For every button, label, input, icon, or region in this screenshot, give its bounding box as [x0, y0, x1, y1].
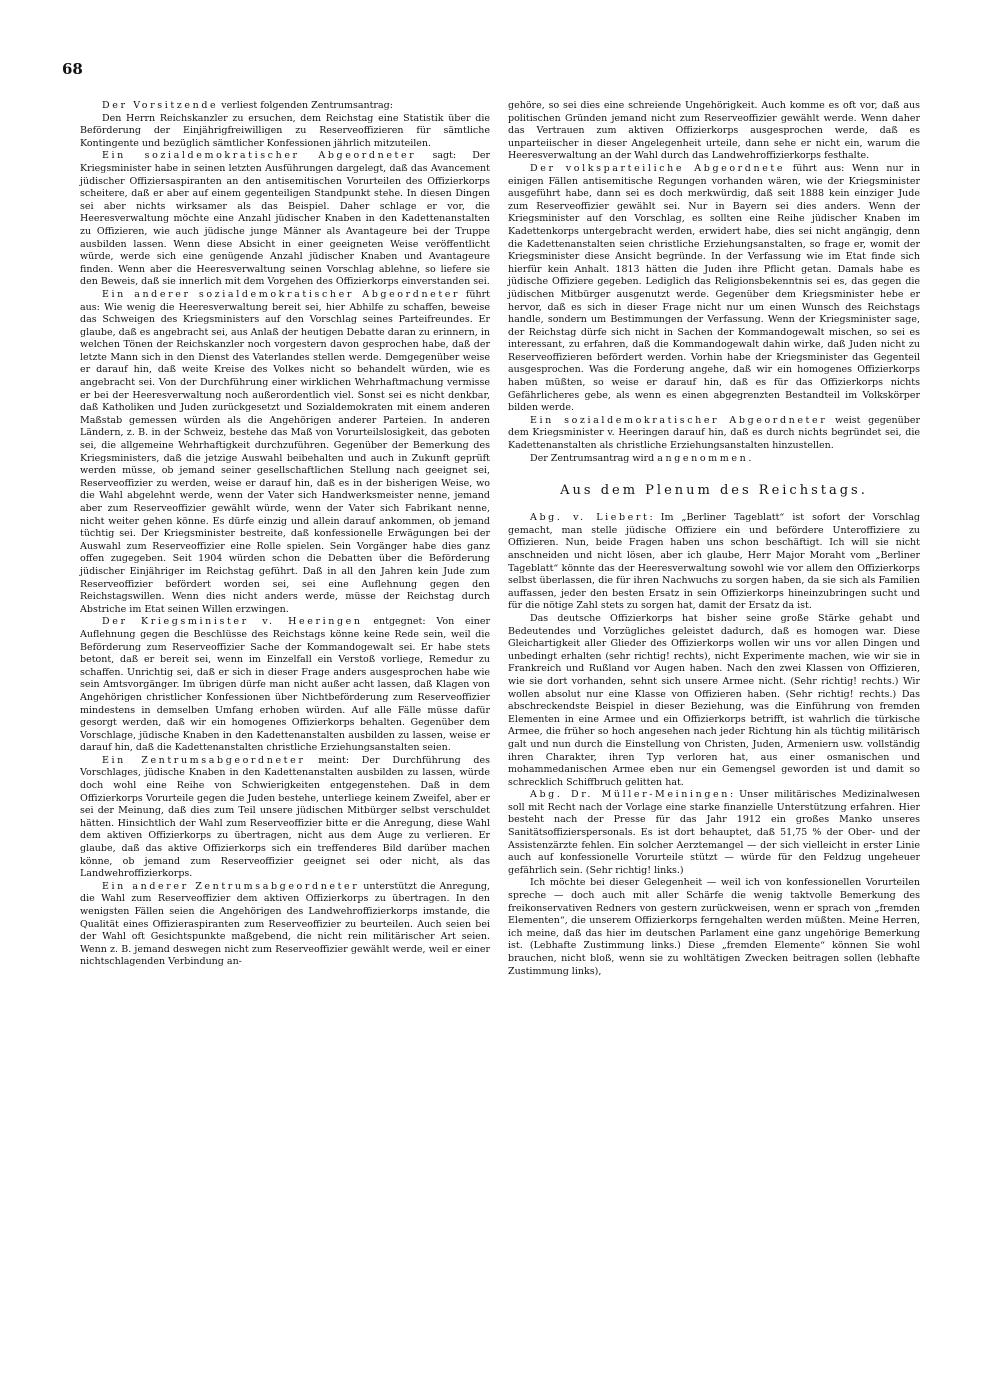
speaker-name: Ein anderer Zentrumsabgeordneter — [102, 880, 360, 892]
section-heading: Aus dem Plenum des Reichstags. — [560, 483, 868, 499]
paragraph — [508, 100, 920, 163]
paragraph — [80, 881, 490, 969]
paragraph — [508, 877, 920, 978]
paragraph-text: unterstützt die Anregung, die Wahl zum Reserveoffizier dem aktiven Offizierkorps zu übertragen. In den wenigsten Fällen seien die Angehörigen des Landwehroffizierkorps imstande, die Qualität eines Offizieraspiranten zum Reserveoffizier zu beurteilen. Auch seien bei der Wahl oft Gesichtspunkte maßgebend, die nicht rein militärischer Art seien. Wenn z. B. jemand deswegen nicht zum Reserveoffizier gewählt werde, weil er einer nichtschlagenden Verbindung an- — [80, 880, 490, 968]
paragraph — [508, 613, 920, 789]
page-number: 68 — [62, 60, 83, 78]
paragraph — [80, 616, 490, 755]
paragraph-text: : Unser militärisches Medizinalwesen soll mit Recht nach der Vorlage eine starke finanzielle Unterstützung erfahren. Hier besteht nach der Presse für das Jahr 1912 ein großes Manko unseres Sanitätsoffizierspersonals. Es ist dort behauptet, daß 51,75 % der Ober- und der Assistenzärzte fehlen. Ein solcher Aerztemangel — der sich vielleicht in erster Linie auch auf konfessionelle Vorurteile stützt — würde für den Feldzug ungeheuer gefährlich sein. (Sehr richtig! links.) — [508, 789, 920, 876]
speaker-name: Ein Zentrumsabgeordneter — [102, 754, 306, 766]
paragraph — [80, 113, 490, 151]
speaker-name: Der Kriegsminister v. Heeringen — [102, 616, 363, 628]
paragraph-text: verliest folgenden Zentrumsantrag: — [218, 100, 393, 111]
speaker-name: Der Vorsitzende — [102, 100, 219, 111]
paragraph-text: entgegnet: Von einer Auflehnung gegen die Beschlüsse des Reichstags könne keine Rede sein, weil die Beförderung zum Reserveoffizier Sache der Kommandogewalt sei. Er habe stets betont, daß er bereit sei, wenn im Einzelfall ein Verstoß vorliege, Remedur zu schaffen. Unrichtig sei, daß er sich in dieser Frage anders ausgesprochen habe wie sein Amtsvorgänger. Im übrigen dürfe man nicht außer acht lassen, daß Klagen von Angehörigen christlicher Konfessionen über Nichtbeförderung zum Reserveoffizier mindestens in demselben Umfang erhoben würden. Auf alle Fälle müsse dafür gesorgt werden, daß wir ein homogenes Offizierkorps behalten. Gegenüber dem Vorschlage, jüdische Knaben in den Kadettenanstalten ausbilden zu lassen, weise er darauf hin, daß die Kadettenanstalten christliche Erziehungsanstalten seien. — [80, 616, 490, 754]
paragraph-text: gehöre, so sei dies eine schreiende Ungehörigkeit. Auch komme es oft vor, daß aus politischen Gründen jemand nicht zum Reserveoffizier gewählt werde. Wenn daher das Vertrauen zum aktiven Offizierkorps ausgesprochen werde, daß es unparteiischer in dieser Angelegenheit urteile, dann sehe er nicht ein, warum die Heeresverwaltung an der Wahl durch das Landwehroffizierkorps festhalte. — [508, 100, 920, 162]
paragraph — [508, 789, 920, 877]
paragraph — [508, 163, 920, 415]
speaker-name: Ein sozialdemokratischer Abgeordneter — [530, 414, 828, 426]
speaker-name: Abg. v. Liebert — [530, 512, 650, 524]
paragraph — [80, 755, 490, 881]
paragraph — [80, 100, 490, 113]
paragraph — [80, 289, 490, 616]
paragraph-text: Ich möchte bei dieser Gelegenheit — weil ich von konfessionellen Vorurteilen spreche — doch auch mit aller Schärfe die wenig taktvolle Bemerkung des freikonservativen Redners von gestern zurückweisen, wenn er sprach von „fremden Elementen“, die unserem Offizierkorps ferngehalten werden müßten. Meine Herren, ich meine, daß das hier im deutschen Parlament eine ganz ungehörige Bemerkung ist. (Lebhafte Zustimmung links.) Diese „fremden Elemente“ können Sie wohl brauchen, nicht bloß, wenn sie zu wohltätigen Zwecken beitragen sollen (lebhafte Zustimmung links), — [508, 877, 920, 977]
speaker-name: Abg. Dr. Müller-Meiningen — [530, 789, 730, 801]
paragraph-text: führt aus: Wie wenig die Heeresverwaltung bereit sei, hier Abhilfe zu schaffen, beweise das Schweigen des Kriegsministers auf den Vorschlag seines Parteifreundes. Er glaube, daß es angebracht sei, aus Anlaß der heutigen Debatte daran zu erinnern, in welchen Tönen der Reichskanzler noch vorgestern davon gesprochen habe, daß der letzte Mann sich in den Dienst des Vaterlandes stellen werde. Demgegenüber weise er darauf hin, daß weite Kreise des Volkes nicht so behandelt würden, wie es angebracht sei. Von der Durchführung einer wirklichen Wehrhaftmachung vermisse er bei der Heeresverwaltung noch außerordentlich viel. Sonst sei es nicht denkbar, daß Katholiken und Juden zurückgesetzt und Sozialdemokraten mit einem anderen Maßstab gemessen würden als die Angehörigen anderer Parteien. In anderen Ländern, z. B. in der Schweiz, bestehe das Maß von Vorurteilslosigkeit, das geboten sei, die allgemeine Wehrhaftigkeit durchzuführen. Gegenüber der Bemerkung des Kriegsministers, daß die jetzige Auswahl beibehalten und auch in Zukunft geprüft werden müsse, ob jemand seiner gesellschaftlichen Stellung nach geeignet sei, Reserveoffizier zu werden, weise er darauf hin, daß es in der bisherigen Weise, wo die Wahl abgelehnt werde, wenn der Vater sich Handwerksmeister nenne, jemand aber zum Reserveoffizier gewählt würde, wenn der Vater sich Fabrikant nenne, nicht weiter gehen könne. Es dürfe einzig und allein darauf ankommen, ob jemand tüchtig sei. Der Kriegsminister bestreite, daß konfessionelle Erwägungen bei der Auswahl zum Reserveoffizier eine Rolle spielen. Sein Vorgänger habe dies ganz offen zugegeben. Seit 1904 würden schon die Debatten über die Beförderung jüdischer Einjähriger im Reichstag geführt. Daß in all den Jahren kein Jude zum Reserveoffizier befördert worden sei, sei eine Auflehnung gegen den Reichstagswillen. Wenn dies nicht anders werde, müsse der Reichstag durch Abstriche im Etat seinen Willen erzwingen. — [80, 288, 490, 615]
paragraph-text: weist gegenüber dem Kriegsminister v. Heeringen darauf hin, daß es durch nichts begründet sei, die Kadettenanstalten als christliche Erziehungsanstalten hinzustellen. — [508, 414, 920, 452]
paragraph-text: meint: Der Durchführung des Vorschlages, jüdische Knaben in den Kadettenanstalten ausbilden zu lassen, würde doch wohl eine Reihe von Schwierigkeiten entgegenstehen. Daß in dem Offizierkorps Vorurteile gegen die Juden bestehe, unterliege keinem Zweifel, aber er sei der Meinung, daß dies zum Teil unsere jüdischen Mitbürger selbst verschuldet hätten. Hinsichtlich der Wahl zum Reserveoffizier bitte er die Anregung, diese Wahl dem aktiven Offizierkorps zu übertragen, nicht aus dem Auge zu verlieren. Er glaube, daß das aktive Offizierkorps sich ein treffenderes Bild darüber machen könne, ob jemand zum Reserveoffizier geeignet sei oder nicht, als das Landwehroffizierkorps. — [80, 754, 490, 880]
right-column — [508, 100, 920, 978]
paragraph-text: sagt: Der Kriegsminister habe in seinen letzten Ausführungen dargelegt, daß das Avancement jüdischer Offiziersaspiranten an den antisemitischen Vorurteilen des Offizierkorps scheitere, daß er aber auf einem gegenteiligen Standpunkt stehe. In diesen Dingen sei aber nichts wirksamer als das Beispiel. Daher schlage er vor, die Heeresverwaltung möchte eine Anzahl jüdischer Knaben in den Kadettenanstalten zu Offizieren, wie auch jüdische junge Männer als Avantageure bei der Truppe ausbilden lassen. Wenn diese Absicht in einer geeigneten Weise veröffentlicht würde, werde sich eine genügende Anzahl jüdischer Knaben und Avantageure finden. Wenn aber die Heeresverwaltung seinen Vorschlag ablehne, so liefere sie den Beweis, daß sie innerlich mit dem Vorgehen des Offizierkorps einverstanden sei. — [80, 150, 490, 288]
paragraph — [508, 453, 920, 466]
paragraph-text: : Im „Berliner Tageblatt“ ist sofort der Vorschlag gemacht, man stelle jüdische Offiziere ein und befördere Unteroffiziere zu Offizieren. Nun, beide Fragen haben uns schon beschäftigt. Ich will sie nicht anschneiden und nicht lösen, aber ich glaube, Herr Major Moraht vom „Berliner Tageblatt“ könnte das der Heeresverwaltung sowohl wie vor allem den Offizierkorps selbst überlassen, die für ihren Nachwuchs zu sorgen haben, da sie sich als Familien auffassen, jeder den besten Ersatz in sein Offizierkorps hineinzubringen sucht und für die nötige Zahl stets zu sorgen hat, damit der Ersatz da ist. — [508, 512, 920, 612]
speaker-name: Ein anderer sozialdemokratischer Abgeordneter — [102, 288, 461, 300]
speaker-name: Der volksparteiliche Abgeordnete — [530, 162, 786, 174]
paragraph-text: führt aus: Wenn nur in einigen Fällen antisemitische Regungen vorhanden wären, wie der Kriegsminister ausgeführt habe, dann sei es doch merkwürdig, daß seit 1888 kein einziger Jude zum Reserveoffizier gewählt sei. Nur in Bayern sei dies anders. Wenn der Kriegsminister auf den Vorschlag, es sollten eine Reihe jüdischer Knaben im Kadettenkorps untergebracht werden, erwidert habe, dies sei nicht angängig, denn die Kadettenanstalten seien christliche Erziehungsanstalten, so frage er, womit der Kriegsminister diese Ansicht begründe. In der Verfassung wie im Etat finde sich hierfür kein Anhalt. 1813 hätten die Juden ihre Pflicht getan. Damals habe es jüdische Offiziere gegeben. Lediglich das Religionsbekenntnis sei es, das gegen die jüdischen Mitbürger ausgenutzt werde. Gegenüber dem Kriegsminister hebe er hervor, daß es sich in dieser Frage nicht nur um einen Wunsch des Reichstags handle, sondern um Bestimmungen der Verfassung. Wenn der Kriegsminister sage, der Reichstag dürfe sich nicht in Sachen der Kommandogewalt mischen, so sei es interessant, zu erfahren, daß die Kommandogewalt dahin wirke, daß Juden nicht zu Reserveoffizieren befördert werden. Vorhin habe der Kriegsminister das Gegenteil ausgesprochen. Was die Forderung angehe, daß wir ein homogenes Offizierkorps haben müßten, so weise er darauf hin, daß es für das Offizierkorps nichts Gefährlicheres gebe, als wenn es einen abgegrenzten Bestandteil im Volkskörper bilden werde. — [508, 162, 920, 414]
paragraph — [508, 415, 920, 453]
emphasized-word: angenommen. — [657, 452, 754, 464]
paragraph-text: Der Zentrumsantrag wird — [530, 452, 658, 464]
left-column — [80, 100, 490, 969]
paragraph-text: Das deutsche Offizierkorps hat bisher seine große Stärke gehabt und Bedeutendes und Vorzügliches geleistet dadurch, daß es homogen war. Diese Gleichartigkeit aller Glieder des Offizierkorps wollen wir uns vor allen Dingen und unbedingt erhalten (sehr richtig! rechts), nicht Experimente machen, wie wir sie in Frankreich und Rußland vor Augen haben. Nach den zwei Klassen von Offizieren, wie sie dort vorhanden, sehnt sich unsere Armee nicht. (Sehr richtig! rechts.) Wir wollen absolut nur eine Klasse von Offizieren haben. (Sehr richtig! rechts.) Das abschreckendste Beispiel in dieser Beziehung, was die Einführung von fremden Elementen in eine Armee und ein Offizierkorps betrifft, ist wahrlich die türkische Armee, die früher so hoch angesehen nach jeder Richtung hin als tüchtig militärisch galt und nun durch die Einstellung von Christen, Juden, Armeniern usw. vollständig ihren Charakter, ihren Typ verloren hat, aus einer osmanischen und mohammedanischen Armee eben nur ein Gemengsel geworden ist und damit so schrecklich Schiffbruch gelitten hat. — [508, 612, 920, 788]
paragraph-text: Den Herrn Reichskanzler zu ersuchen, dem Reichstag eine Statistik über die Beförderung der Einjährigfreiwilligen zu Reserveoffizieren für sämtliche Kontingente und bezüglich sämtlicher Konfessionen jährlich mitzuteilen. — [80, 112, 490, 149]
paragraph — [80, 150, 490, 289]
speaker-name: Ein sozialdemokratischer Abgeordneter — [102, 150, 417, 162]
paragraph — [508, 512, 920, 613]
